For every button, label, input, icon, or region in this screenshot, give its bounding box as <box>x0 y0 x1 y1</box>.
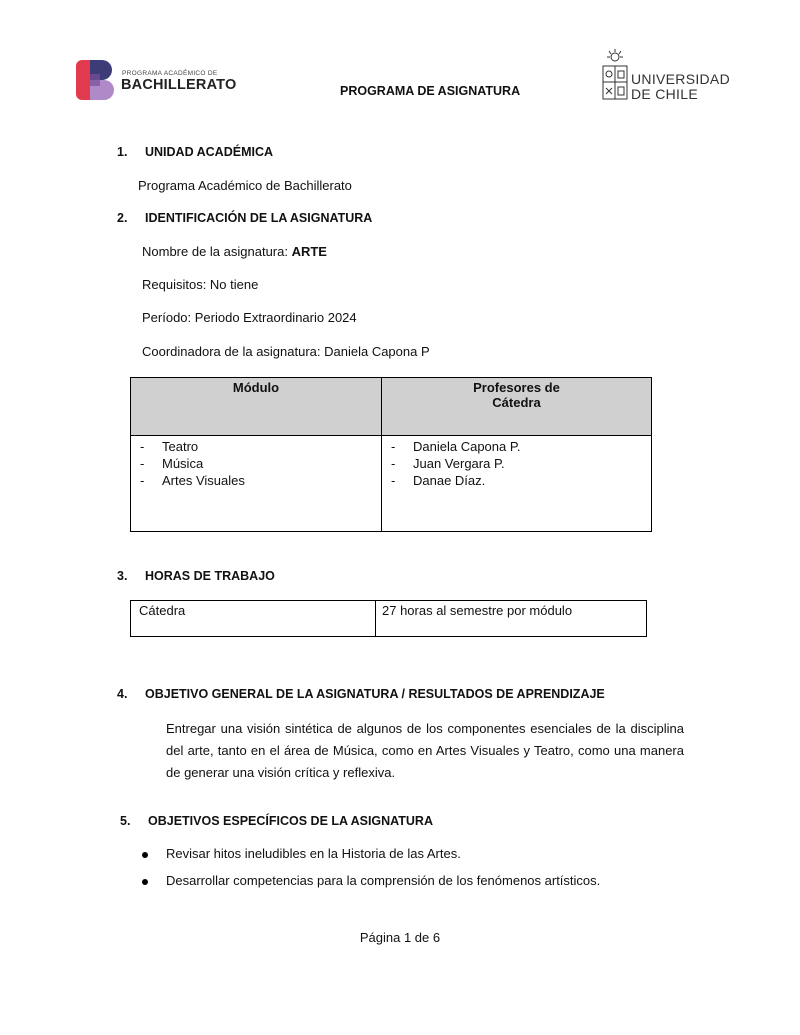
modules-list <box>132 438 380 489</box>
work-hours-value-cell: 27 horas al semestre por módulo <box>376 601 647 637</box>
universidad-de-chile-logo <box>600 48 740 104</box>
work-hours-table <box>130 600 647 637</box>
course-name-value: ARTE <box>291 244 327 259</box>
professors-cell <box>382 436 652 532</box>
table-row <box>131 601 647 637</box>
list-item: - Artes Visuales <box>132 472 380 489</box>
module-column-header: Módulo <box>131 378 382 436</box>
bachillerato-logo-mark-icon <box>76 60 118 100</box>
course-name-label: Nombre de la asignatura: <box>142 244 292 259</box>
list-item: - Música <box>132 455 380 472</box>
professors-list <box>383 438 650 489</box>
section-3-title: HORAS DE TRABAJO <box>145 569 275 583</box>
period-text: Período: Periodo Extraordinario 2024 <box>142 310 357 325</box>
list-item: - Juan Vergara P. <box>383 455 650 472</box>
section-4-heading <box>117 687 605 701</box>
logo-program-name: BACHILLERATO <box>121 77 237 93</box>
section-1-title: UNIDAD ACADÉMICA <box>145 145 274 159</box>
specific-objective-text: Revisar hitos ineludibles en la Historia de las Artes. <box>166 846 461 861</box>
list-item: - Teatro <box>132 438 380 455</box>
table-row <box>131 436 652 532</box>
general-objective-text: Entregar una visión sintética de algunos de los componentes esenciales de la disciplina del arte, tanto en el área de Música, como en Artes Visuales y Teatro, como una manera de generar una visión crítica y reflexiva. <box>166 721 684 780</box>
work-hours-label-cell: Cátedra <box>131 601 376 637</box>
requirements-text: Requisitos: No tiene <box>142 277 259 292</box>
list-item: - Danae Díaz. <box>383 472 650 489</box>
bachillerato-logo <box>76 58 251 102</box>
specific-objective-text: Desarrollar competencias para la comprensión de los fenómenos artísticos. <box>166 873 601 888</box>
section-4-title: OBJETIVO GENERAL DE LA ASIGNATURA / RESULTADOS DE APRENDIZAJE <box>145 687 605 701</box>
section-5-title: OBJETIVOS ESPECÍFICOS DE LA ASIGNATURA <box>148 814 433 828</box>
section-2-title: IDENTIFICACIÓN DE LA ASIGNATURA <box>145 211 373 225</box>
modules-cell <box>131 436 382 532</box>
professors-header-line2: Cátedra <box>492 395 541 410</box>
section-3-heading <box>117 569 275 583</box>
section-2-number: 2. <box>117 211 128 225</box>
list-item <box>166 873 600 888</box>
university-name <box>631 72 730 102</box>
table-header-row <box>131 378 652 436</box>
course-name-line <box>142 244 327 259</box>
list-item <box>166 846 461 861</box>
page-number: Página 1 de 6 <box>359 930 441 945</box>
bullet-icon <box>142 852 148 858</box>
university-name-line1: UNIVERSIDAD <box>631 71 730 87</box>
section-1-number: 1. <box>117 145 128 159</box>
section-5-number: 5. <box>120 814 131 828</box>
section-4-number: 4. <box>117 687 128 701</box>
section-3-number: 3. <box>117 569 128 583</box>
list-item: - Daniela Capona P. <box>383 438 650 455</box>
university-name-line2: DE CHILE <box>631 86 698 102</box>
university-crest-icon <box>600 48 630 102</box>
section-5-heading <box>120 814 433 828</box>
logo-program-label: PROGRAMA ACADÉMICO DE <box>122 70 218 77</box>
academic-unit-text: Programa Académico de Bachillerato <box>138 178 352 193</box>
bullet-icon <box>142 879 148 885</box>
coordinator-text: Coordinadora de la asignatura: Daniela Capona P <box>142 344 430 359</box>
professors-column-header <box>382 378 652 436</box>
section-1-heading <box>117 145 273 159</box>
modules-professors-table <box>130 377 652 532</box>
professors-header-line1: Profesores de <box>473 380 560 395</box>
document-title: PROGRAMA DE ASIGNATURA <box>340 84 521 98</box>
section-2-heading <box>117 211 372 225</box>
